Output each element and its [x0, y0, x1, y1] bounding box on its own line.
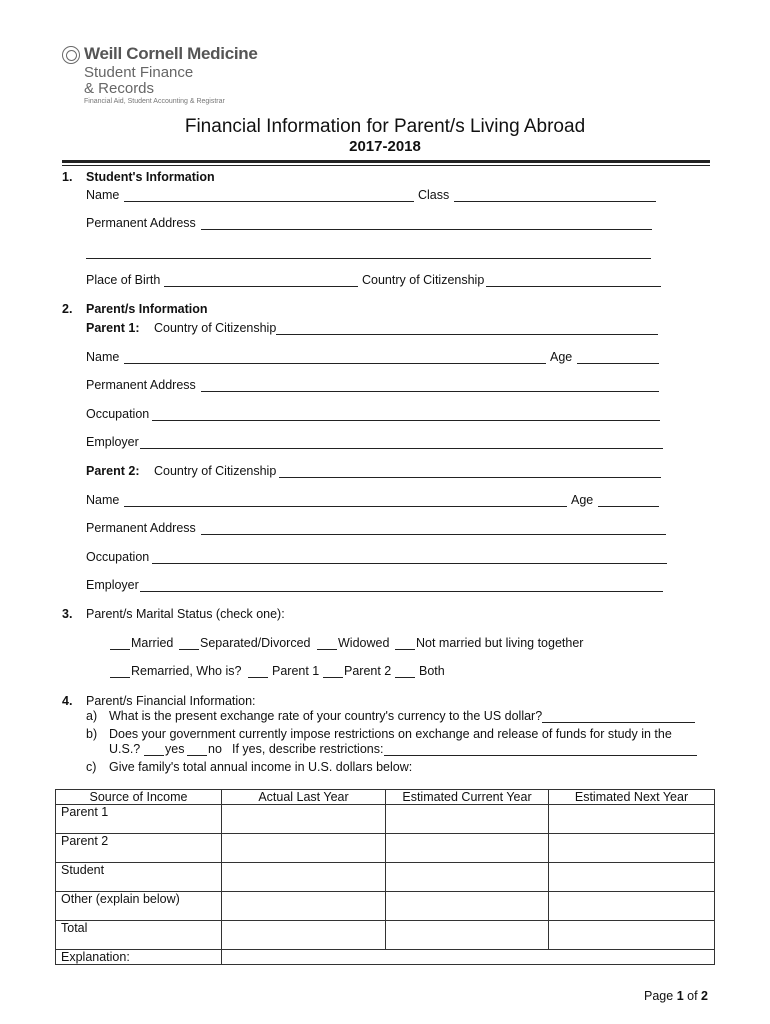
- parent-2-occupation-label: Occupation: [86, 550, 150, 564]
- amount-cell[interactable]: [222, 892, 386, 921]
- exchange-rate-question: What is the present exchange rate of your country's currency to the US dollar?: [109, 709, 543, 723]
- row-label: Student: [56, 863, 222, 892]
- row-label: Total: [56, 921, 222, 950]
- parent-1-citizenship-label: Country of Citizenship: [154, 321, 277, 335]
- student-address-field[interactable]: [201, 229, 652, 230]
- section-4-heading: Parent/s Financial Information:: [86, 694, 256, 708]
- form-title: Financial Information for Parent/s Living Abroad: [184, 116, 586, 137]
- amount-cell[interactable]: [549, 892, 715, 921]
- amount-cell[interactable]: [222, 863, 386, 892]
- parent-2-employer-field[interactable]: [140, 591, 663, 592]
- logo-subtitle-3: Financial Aid, Student Accounting & Registrar: [84, 98, 225, 105]
- remarried-checkbox[interactable]: [110, 677, 130, 678]
- birth-place-field[interactable]: [164, 286, 358, 287]
- table-header-cell: Estimated Next Year: [549, 790, 715, 805]
- logo-name: Weill Cornell Medicine: [84, 44, 258, 63]
- parent-1-age-field[interactable]: [577, 363, 659, 364]
- table-header-cell: Estimated Current Year: [386, 790, 549, 805]
- restrictions-no-label: no: [208, 742, 222, 756]
- parent-1-employer-field[interactable]: [140, 448, 663, 449]
- parent-2-label: Parent 2:: [86, 464, 140, 478]
- student-name-label: Name: [86, 188, 120, 202]
- widowed-checkbox[interactable]: [317, 649, 337, 650]
- student-citizenship-label: Country of Citizenship: [362, 273, 485, 287]
- married-label: Married: [131, 636, 174, 650]
- section-1-number: 1.: [62, 170, 73, 184]
- student-name-field[interactable]: [124, 201, 414, 202]
- birth-place-label: Place of Birth: [86, 273, 161, 287]
- amount-cell[interactable]: [549, 863, 715, 892]
- separated-checkbox[interactable]: [179, 649, 199, 650]
- table-header-cell: Source of Income: [56, 790, 222, 805]
- restrictions-describe-field[interactable]: [384, 755, 697, 756]
- amount-cell[interactable]: [549, 805, 715, 834]
- parent-1-employer-label: Employer: [86, 435, 139, 449]
- parent-2-name-field[interactable]: [124, 506, 567, 507]
- parent-1-label: Parent 1:: [86, 321, 140, 335]
- explanation-cell[interactable]: [222, 950, 715, 965]
- row-label: Other (explain below): [56, 892, 222, 921]
- restrictions-yes-label: yes: [165, 742, 185, 756]
- section-4-number: 4.: [62, 694, 73, 708]
- table-row: [56, 863, 715, 892]
- table-header-cell: Actual Last Year: [222, 790, 386, 805]
- page-number: [644, 989, 708, 1003]
- item-b-marker: b): [86, 727, 98, 741]
- table-row: [56, 892, 715, 921]
- table-row: [56, 950, 715, 965]
- amount-cell[interactable]: [549, 834, 715, 863]
- income-instruction: Give family's total annual income in U.S. dollars below:: [109, 760, 413, 774]
- logo-subtitle-2: & Records: [84, 80, 155, 97]
- remarried-parent-2-label: Parent 2: [344, 664, 392, 678]
- table-row: [56, 805, 715, 834]
- section-2-number: 2.: [62, 302, 73, 316]
- income-table: [55, 789, 715, 965]
- separated-label: Separated/Divorced: [200, 636, 311, 650]
- parent-2-citizenship-field[interactable]: [279, 477, 661, 478]
- amount-cell[interactable]: [222, 921, 386, 950]
- remarried-parent-1-label: Parent 1: [272, 664, 320, 678]
- amount-cell[interactable]: [386, 863, 549, 892]
- section-3-heading: Parent/s Marital Status (check one):: [86, 607, 285, 621]
- parent-1-occupation-label: Occupation: [86, 407, 150, 421]
- parent-1-address-field[interactable]: [201, 391, 659, 392]
- exchange-rate-field[interactable]: [542, 722, 695, 723]
- student-address-label: Permanent Address: [86, 216, 196, 230]
- parent-2-name-label: Name: [86, 493, 120, 507]
- parent-1-citizenship-field[interactable]: [276, 334, 658, 335]
- amount-cell[interactable]: [386, 892, 549, 921]
- parent-2-occupation-field[interactable]: [152, 563, 667, 564]
- remarried-parent-1-checkbox[interactable]: [248, 677, 268, 678]
- remarried-label: Remarried, Who is?: [131, 664, 242, 678]
- restrictions-yes-checkbox[interactable]: [144, 755, 164, 756]
- amount-cell[interactable]: [222, 834, 386, 863]
- section-1-heading: Student's Information: [86, 170, 215, 184]
- restrictions-question: Does your government currently impose restrictions on exchange and release of funds for study in the: [109, 727, 672, 741]
- table-row: [56, 921, 715, 950]
- parent-1-name-field[interactable]: [124, 363, 546, 364]
- page-label: Page: [644, 989, 674, 1003]
- row-label: Explanation:: [56, 950, 222, 965]
- parent-1-address-label: Permanent Address: [86, 378, 196, 392]
- seal-icon: [62, 46, 80, 64]
- remarried-parent-2-checkbox[interactable]: [323, 677, 343, 678]
- amount-cell[interactable]: [222, 805, 386, 834]
- student-address-field-2[interactable]: [86, 258, 651, 259]
- table-row: [56, 834, 715, 863]
- parent-2-citizenship-label: Country of Citizenship: [154, 464, 277, 478]
- section-3-number: 3.: [62, 607, 73, 621]
- parent-2-age-label: Age: [571, 493, 594, 507]
- amount-cell[interactable]: [386, 805, 549, 834]
- form-year: 2017-2018: [349, 138, 421, 155]
- row-label: Parent 1: [56, 805, 222, 834]
- parent-2-address-label: Permanent Address: [86, 521, 196, 535]
- student-citizenship-field[interactable]: [486, 286, 661, 287]
- row-label: Parent 2: [56, 834, 222, 863]
- restrictions-describe-label: If yes, describe restrictions:: [232, 742, 384, 756]
- married-checkbox[interactable]: [110, 649, 130, 650]
- remarried-both-checkbox[interactable]: [395, 677, 415, 678]
- page-of-label: of: [687, 989, 698, 1003]
- table-header-row: [56, 790, 715, 805]
- item-a-marker: a): [86, 709, 98, 723]
- parent-2-employer-label: Employer: [86, 578, 139, 592]
- header-rule-thick: [62, 160, 710, 163]
- student-class-field[interactable]: [454, 201, 656, 202]
- logo-subtitle-1: Student Finance: [84, 64, 194, 81]
- page-current: 1: [676, 989, 684, 1003]
- page-total: 2: [701, 989, 708, 1003]
- not-married-label: Not married but living together: [416, 636, 584, 650]
- restrictions-no-checkbox[interactable]: [187, 755, 207, 756]
- section-2-heading: Parent/s Information: [86, 302, 208, 316]
- remarried-both-label: Both: [419, 664, 445, 678]
- not-married-checkbox[interactable]: [395, 649, 415, 650]
- amount-cell[interactable]: [386, 921, 549, 950]
- parent-1-name-label: Name: [86, 350, 120, 364]
- widowed-label: Widowed: [338, 636, 390, 650]
- amount-cell[interactable]: [549, 921, 715, 950]
- student-class-label: Class: [418, 188, 450, 202]
- parent-1-age-label: Age: [550, 350, 573, 364]
- parent-2-address-field[interactable]: [201, 534, 666, 535]
- amount-cell[interactable]: [386, 834, 549, 863]
- parent-2-age-field[interactable]: [598, 506, 659, 507]
- item-c-marker: c): [86, 760, 97, 774]
- parent-1-occupation-field[interactable]: [152, 420, 660, 421]
- restrictions-us-label: U.S.?: [109, 742, 141, 756]
- header-rule-thin: [62, 165, 710, 166]
